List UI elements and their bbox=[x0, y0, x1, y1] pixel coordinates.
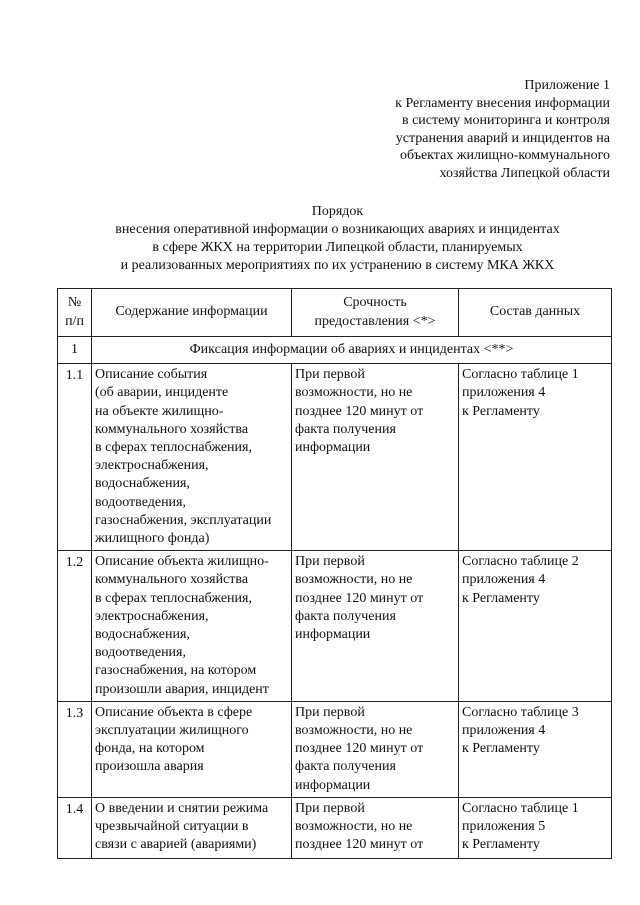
row-content bbox=[92, 551, 292, 702]
header-content bbox=[92, 289, 292, 337]
content-line: водоотведения, bbox=[95, 494, 186, 510]
row-data bbox=[459, 701, 612, 797]
content-line: в сферах теплоснабжения, bbox=[95, 590, 252, 606]
appendix-line: Приложение 1 bbox=[524, 78, 610, 93]
content-line: чрезвычайной ситуации в bbox=[95, 819, 249, 835]
row-urgency bbox=[292, 797, 459, 858]
content-line: фонда, на котором bbox=[95, 741, 205, 757]
data-line: приложения 4 bbox=[462, 723, 546, 739]
urgency-line: позднее 120 минут от bbox=[295, 403, 424, 419]
urgency-line: возможности, но не bbox=[295, 723, 413, 739]
table-row bbox=[58, 364, 612, 551]
content-line: коммунального хозяйства bbox=[95, 572, 249, 588]
urgency-line: возможности, но не bbox=[295, 819, 413, 835]
row-content bbox=[92, 364, 292, 551]
urgency-line: возможности, но не bbox=[295, 385, 413, 401]
urgency-line: позднее 120 минут от bbox=[295, 741, 424, 757]
row-data bbox=[459, 551, 612, 702]
content-line: электроснабжения, bbox=[95, 608, 209, 624]
content-line: (об аварии, инциденте bbox=[95, 385, 229, 401]
urgency-clip bbox=[295, 800, 455, 856]
header-urgency-line2: предоставления <*> bbox=[314, 313, 436, 329]
content-line: газоснабжения, на котором bbox=[95, 663, 257, 679]
data-clip bbox=[462, 800, 608, 856]
content-line: О введении и снятии режима bbox=[95, 800, 269, 816]
row-number: 1.3 bbox=[58, 701, 92, 797]
appendix-header bbox=[310, 77, 610, 182]
section-title: Фиксация информации об авариях и инцидентах <**> bbox=[92, 337, 612, 364]
content-line: в сферах теплоснабжения, bbox=[95, 440, 252, 456]
table-header-row bbox=[58, 289, 612, 337]
content-line: Описание события bbox=[95, 367, 208, 383]
appendix-line: устранения аварий и инцидентов на bbox=[395, 130, 610, 146]
appendix-line: хозяйства Липецкой области bbox=[439, 165, 610, 181]
header-number-line1: № bbox=[67, 295, 82, 311]
content-line: эксплуатации жилищного bbox=[95, 723, 249, 739]
title-line: внесения оперативной информации о возникающих авариях и инцидентах bbox=[115, 222, 560, 237]
title-line: Порядок bbox=[311, 204, 364, 219]
content-line: водоотведения, bbox=[95, 645, 186, 661]
header-data-label: Состав данных bbox=[489, 304, 581, 320]
table-row bbox=[58, 551, 612, 702]
row-data bbox=[459, 797, 612, 858]
data-line: к Регламенту bbox=[462, 590, 540, 606]
header-data bbox=[459, 289, 612, 337]
data-line: приложения 4 bbox=[462, 572, 546, 588]
data-line: к Регламенту bbox=[462, 741, 540, 757]
data-line: к Регламенту bbox=[462, 403, 540, 419]
appendix-line: объектах жилищно-коммунального bbox=[399, 148, 610, 163]
header-content-label: Содержание информации bbox=[115, 304, 268, 320]
appendix-line: к Регламенту внесения информации bbox=[395, 95, 610, 111]
data-line: приложения 5 bbox=[462, 819, 546, 835]
row-number: 1.1 bbox=[58, 364, 92, 551]
section-row bbox=[58, 337, 612, 364]
urgency-line: При первой bbox=[295, 367, 365, 383]
urgency-line: информации bbox=[295, 440, 371, 456]
urgency-line: возможности, но не bbox=[295, 572, 413, 588]
row-number: 1.2 bbox=[58, 551, 92, 702]
content-line: газоснабжения, эксплуатации bbox=[95, 512, 272, 528]
table-row bbox=[58, 797, 612, 858]
title-line: и реализованных мероприятиях по их устранению в систему МКА ЖКХ bbox=[120, 258, 555, 273]
urgency-line: При первой bbox=[295, 800, 365, 816]
row-content bbox=[92, 701, 292, 797]
content-line: Описание объекта в сфере bbox=[95, 704, 253, 720]
row-number: 1.4 bbox=[58, 797, 92, 858]
content-line: на объекте жилищно- bbox=[95, 403, 224, 419]
row-urgency bbox=[292, 551, 459, 702]
content-line: коммунального хозяйства bbox=[95, 421, 249, 437]
table-row bbox=[58, 701, 612, 797]
appendix-line: в систему мониторинга и контроля bbox=[401, 113, 610, 128]
content-line: жилищного фонда) bbox=[95, 531, 210, 547]
content-line: Описание объекта жилищно- bbox=[95, 554, 269, 570]
urgency-line: позднее 120 минут от bbox=[295, 590, 424, 606]
row-content bbox=[92, 797, 292, 858]
urgency-line: факта получения bbox=[295, 608, 396, 624]
content-line: произошла авария bbox=[95, 759, 204, 775]
data-line: Согласно таблице 1 bbox=[462, 367, 579, 383]
data-line: к Регламенту bbox=[462, 837, 540, 853]
data-line: приложения 4 bbox=[462, 385, 546, 401]
content-line: связи с аварией (авариями) bbox=[95, 837, 257, 853]
row-data bbox=[459, 364, 612, 551]
header-number bbox=[58, 289, 92, 337]
data-line: Согласно таблице 2 bbox=[462, 554, 579, 570]
document-title bbox=[60, 203, 615, 275]
header-urgency bbox=[292, 289, 459, 337]
urgency-line: При первой bbox=[295, 704, 365, 720]
urgency-line: факта получения bbox=[295, 759, 396, 775]
content-line: произошли авария, инцидент bbox=[95, 681, 269, 697]
title-line: в сфере ЖКХ на территории Липецкой области, планируемых bbox=[152, 240, 523, 255]
urgency-line: информации bbox=[295, 627, 371, 643]
row-urgency bbox=[292, 701, 459, 797]
regulation-table bbox=[57, 288, 612, 859]
row-urgency bbox=[292, 364, 459, 551]
urgency-line: позднее 120 минут от bbox=[295, 837, 424, 853]
data-line: Согласно таблице 1 bbox=[462, 800, 579, 816]
header-urgency-line1: Срочность bbox=[343, 295, 407, 311]
data-line: Согласно таблице 3 bbox=[462, 704, 579, 720]
section-number: 1 bbox=[58, 337, 92, 364]
content-line: водоснабжения, bbox=[95, 627, 190, 643]
urgency-line: При первой bbox=[295, 554, 365, 570]
content-clip bbox=[95, 800, 288, 856]
urgency-line: факта получения bbox=[295, 421, 396, 437]
content-line: водоснабжения, bbox=[95, 476, 190, 492]
header-number-line2: п/п bbox=[65, 313, 84, 329]
urgency-line: информации bbox=[295, 777, 371, 793]
content-line: электроснабжения, bbox=[95, 458, 209, 474]
